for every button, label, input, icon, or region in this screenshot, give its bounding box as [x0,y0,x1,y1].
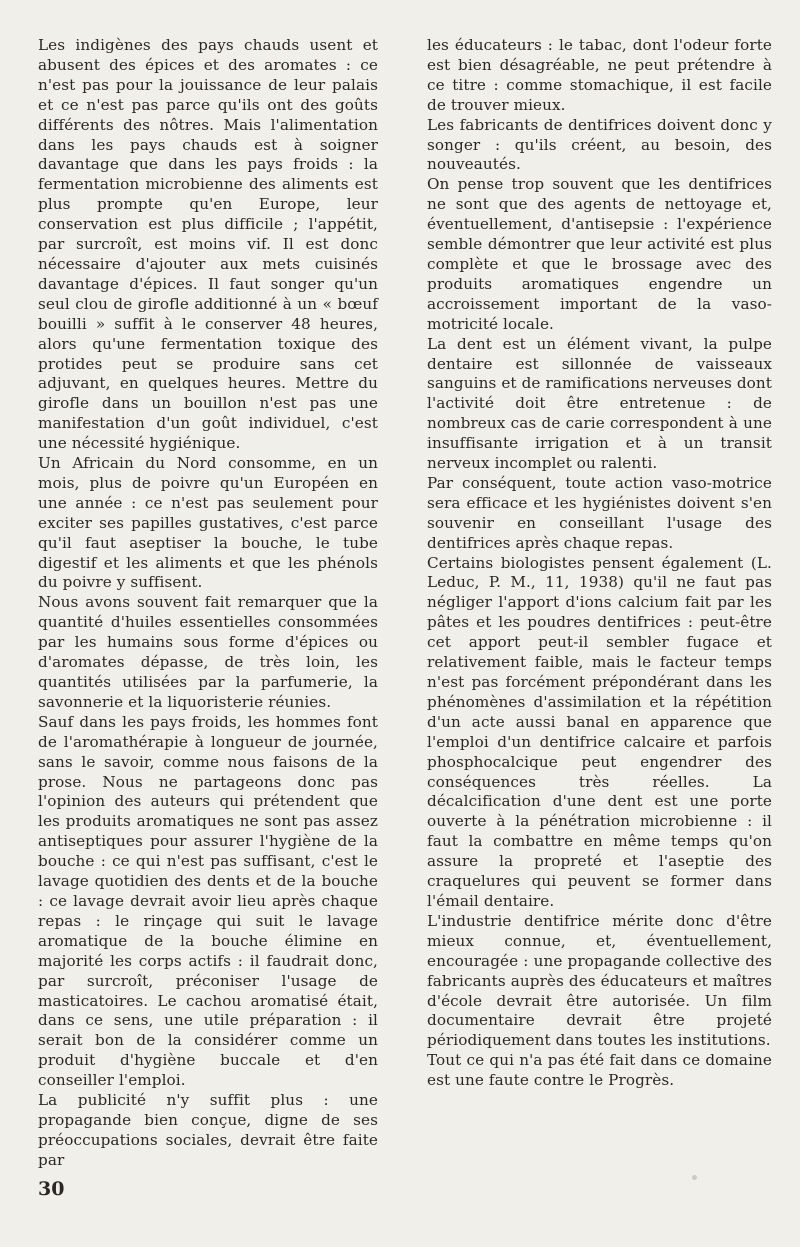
paragraph-essential-oils: Nous avons souvent fait remarquer que la quantité d'huiles essentielles consommées par les humains sous forme d'épices ou d'aromates dépasse, de très loin, les quantités utilisées par la parfumerie, la savonnerie et la liquoristerie réunies. [38,593,378,711]
right-text-column [427,36,772,1091]
paragraph-manufacturers: Les fabricants de dentifrices doivent donc y songer : qu'ils créent, au besoin, des nouveautés. [427,115,772,174]
paragraph-aromatherapy-hygiene: Sauf dans les pays froids, les hommes font de l'aromathérapie à longueur de journée, sans le savoir, comme nous faisons de la prose. Nous ne partageons donc pas l'opinion des auteurs qui prétendent que les produits aromatiques ne sont pas assez antiseptiques pour assurer l'hygiène de la bouche : ce qui n'est pas suffisant, c'est le lavage quotidien des dents et de la bouche : ce lavage devrait avoir lieu après chaque repas : le rinçage qui suit le lavage aromatique de la bouche élimine en majorité les corps actifs : il faudrait donc, par surcroît, préconiser l'usage de masticatoires. Le cachou aromatisé était, dans ce sens, une utile préparation : il serait bon de la considérer comme un produit d'hygiène buccale et d'en conseiller l'emploi. [38,712,378,1090]
paragraph-vaso-motor-action: Par conséquent, toute action vaso-motrice sera efficace et les hygiénistes doivent s'en souvenir en conseillant l'usage des dentifrices après chaque repas. [427,473,772,552]
paragraph-pepper-consumption: Un Africain du Nord consomme, en un mois, plus de poivre qu'un Européen en une année : ce n'est pas seulement pour exciter ses papilles gustatives, c'est parce qu'il faut aseptiser la bouche, le tube digestif et les aliments et que les phénols du poivre y suffisent. [38,454,378,592]
paragraph-educators: les éducateurs : le tabac, dont l'odeur forte est bien désagréable, ne peut prétendre à ce titre : comme stomachique, il est facile de trouver mieux. [427,36,772,114]
paragraph-spices-hot-countries: Les indigènes des pays chauds usent et abusent des épices et des aromates : ce n'est pas pour la jouissance de leur palais et ce n'est pas parce qu'ils ont des goûts différents des nôtres. Mais l'alimentation dans les pays chauds est à soigner davantage que dans les pays froids : la fermentation microbienne des aliments est plus prompte qu'en Europe, leur conservation est plus difficile ; l'appétit, par surcroît, est moins vif. Il est donc nécessaire d'ajouter aux mets cuisinés davantage d'épices. Il faut songer qu'un seul clou de girofle additionné à un « bœuf bouilli » suffit à le conserver 48 heures, alors qu'une fermentation toxique des protides peut se produire sans cet adjuvant, en quelques heures. Mettre du girofle dans un bouillon n'est pas une manifestation d'un goût individuel, c'est une nécessité hygiénique. [38,36,378,453]
paragraph-publicity: La publicité n'y suffit plus : une propagande bien conçue, digne de ses préoccupations sociales, devrait être faite par [38,1091,378,1169]
print-speck [692,1175,697,1180]
paragraph-calcium-ions: Certains biologistes pensent également (L. Leduc, P. M., 11, 1938) qu'il ne faut pas négliger l'apport d'ions calcium fait par les pâtes et les poudres dentifrices : peut-être cet apport peut-il sembler fugace et relativement faible, mais le facteur temps n'est pas forcément prépondérant dans les phénomènes d'assimilation et la répétition d'un acte aussi banal en apparence que l'emploi d'un dentifrice calcaire et parfois phosphocalcique peut engendrer des conséquences très réelles. La décalcification d'une dent est une porte ouverte à la pénétration microbienne : il faut la combattre en même temps qu'on assure la propreté et l'aseptie des craquelures qui peuvent se former dans l'émail dentaire. [427,553,772,910]
left-text-column [38,36,378,1171]
paragraph-living-tooth: La dent est un élément vivant, la pulpe dentaire est sillonnée de vaisseaux sanguins et de ramifications nerveuses dont l'activité doit être entretenue : de nombreux cas de carie correspondent à une insuffisante irrigation et à un transit nerveux incomplet ou ralenti. [427,334,772,473]
paragraph-industry: L'industrie dentifrice mérite donc d'être mieux connue, et, éventuellement, encouragée : une propagande collective des fabricants auprès des éducateurs et maîtres d'école devrait être autorisée. Un film documentaire devrait être projeté périodiquement dans toutes les institutions. [427,911,772,1050]
paragraph-progress: Tout ce qui n'a pas été fait dans ce domaine est une faute contre le Progrès. [427,1051,772,1090]
page-number: 30 [38,1178,65,1200]
paragraph-dentifrice-function: On pense trop souvent que les dentifrices ne sont que des agents de nettoyage et, éventuellement, d'antisepsie : l'expérience semble démontrer que leur activité est plus complète et que le brossage avec des produits aromatiques engendre un accroissement important de la vaso-motricité locale. [427,175,772,333]
